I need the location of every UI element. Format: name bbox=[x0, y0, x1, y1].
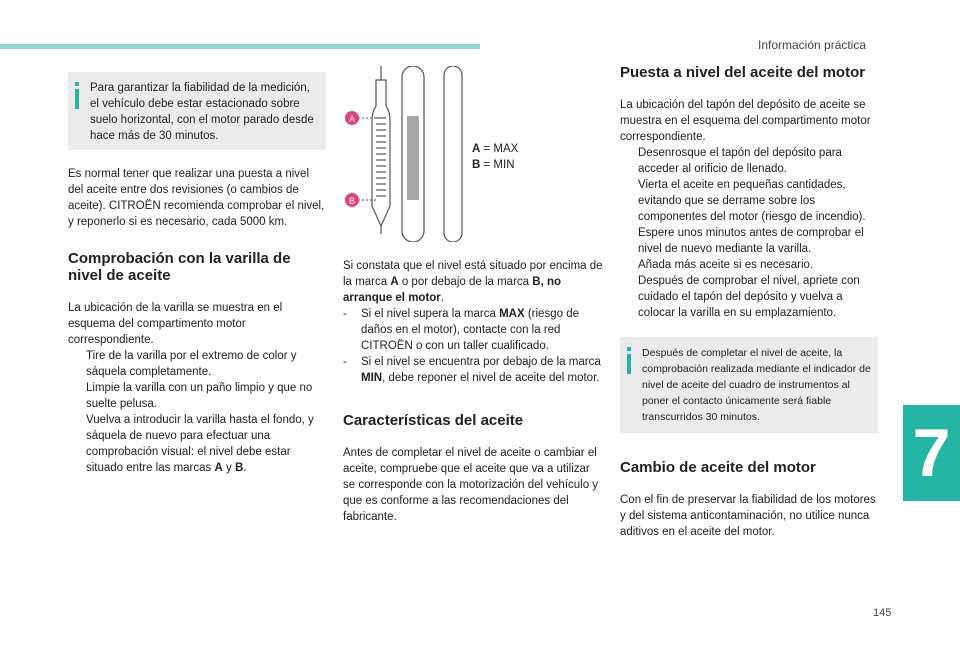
dipstick-location-text: La ubicación de la varilla se muestra en el esquema del compartimento motor correspondiente. bbox=[68, 302, 283, 346]
list-item: Espere unos minutos antes de comprobar el nivel de nuevo mediante la varilla. bbox=[638, 227, 864, 255]
section-title: Información práctica bbox=[758, 38, 867, 52]
list-item: - Si el nivel supera la marca MAX (riesgo de daños en el motor), contacte con la red CITROËN o con un taller cualificado. bbox=[343, 308, 579, 352]
oil-characteristics-text: Antes de completar el nivel de aceite o cambiar el aceite, compruebe que el aceite que va a utilizar se corresponde con la motorización del vehículo y que es conforme a las recomendaciones del fabricante. bbox=[343, 447, 599, 523]
heading-oil-change: Cambio de aceite del motor bbox=[620, 459, 816, 476]
top-up-location-text: La ubicación del tapón del depósito de aceite se muestra en el esquema del compartimento motor correspondiente. bbox=[620, 99, 871, 143]
heading-oil-characteristics: Características del aceite bbox=[343, 412, 524, 429]
level-check-paragraph: Si constata que el nivel está situado por encima de la marca A o por debajo de la marca B, no arranque el motor. bbox=[343, 260, 603, 304]
list-item: Limpie la varilla con un paño limpio y que no suelte pelusa. bbox=[86, 382, 313, 410]
oil-change-text: Con el fin de preservar la fiabilidad de los motores y del sistema anticontaminación, no utilice nunca aditivos en el aceite del motor. bbox=[620, 494, 876, 538]
column-middle bbox=[343, 258, 605, 525]
list-item: Después de comprobar el nivel, apriete con cuidado el tapón del depósito y vuelva a colocar la varilla en su emplazamiento. bbox=[638, 275, 860, 319]
chapter-badge: 7 bbox=[903, 405, 960, 501]
list-item: Tire de la varilla por el extremo de color y sáquela completamente. bbox=[86, 350, 297, 378]
marker-b-label: B bbox=[348, 196, 356, 206]
info-box-measurement bbox=[68, 72, 326, 150]
info-text: Después de completar el nivel de aceite, la comprobación realizada mediante el indicador de nivel de aceite del cuadro de instrumentos al poner el contacto únicamente será fiable transcurridos 30 minutos. bbox=[642, 347, 871, 423]
column-right bbox=[620, 64, 878, 540]
list-item: Vuelva a introducir la varilla hasta el fondo, y sáquela de nuevo para efectuar una comprobación visual: el nivel debe estar situado entre las marcas A y B. bbox=[86, 414, 314, 474]
heading-dipstick-check: Comprobación con la varilla de nivel de aceite bbox=[68, 250, 291, 284]
list-item: Desenrosque el tapón del depósito para acceder al orificio de llenado. bbox=[638, 147, 842, 175]
dipstick-illustration bbox=[340, 66, 470, 242]
heading-top-up-oil: Puesta a nivel del aceite del motor bbox=[620, 64, 866, 81]
intro-paragraph: Es normal tener que realizar una puesta a nivel del aceite entre dos revisiones (o cambios de aceite). CITROËN recomienda comprobar el nivel, y reponerlo si es necesario, cada 5000 km. bbox=[68, 168, 325, 228]
column-left bbox=[68, 72, 326, 476]
info-box-oil-indicator bbox=[620, 337, 878, 433]
list-item: Añada más aceite si es necesario. bbox=[638, 259, 814, 271]
list-item: Vierta el aceite en pequeñas cantidades, evitando que se derrame sobre los componentes del motor (riesgo de incendio). bbox=[638, 179, 866, 223]
info-icon bbox=[75, 82, 79, 120]
header-accent-bar bbox=[0, 44, 480, 49]
page-number: 145 bbox=[873, 607, 892, 619]
marker-a-label: A bbox=[348, 114, 356, 124]
list-item: - Si el nivel se encuentra por debajo de la marca MIN, debe reponer el nivel de aceite del motor. bbox=[343, 356, 601, 384]
info-text: Para garantizar la fiabilidad de la medición, el vehículo debe estar estacionado sobre suelo horizontal, con el motor parado desde hace más de 30 minutos. bbox=[90, 82, 314, 142]
figure-legend: A = MAX B = MIN bbox=[472, 143, 519, 171]
info-icon bbox=[627, 347, 631, 385]
